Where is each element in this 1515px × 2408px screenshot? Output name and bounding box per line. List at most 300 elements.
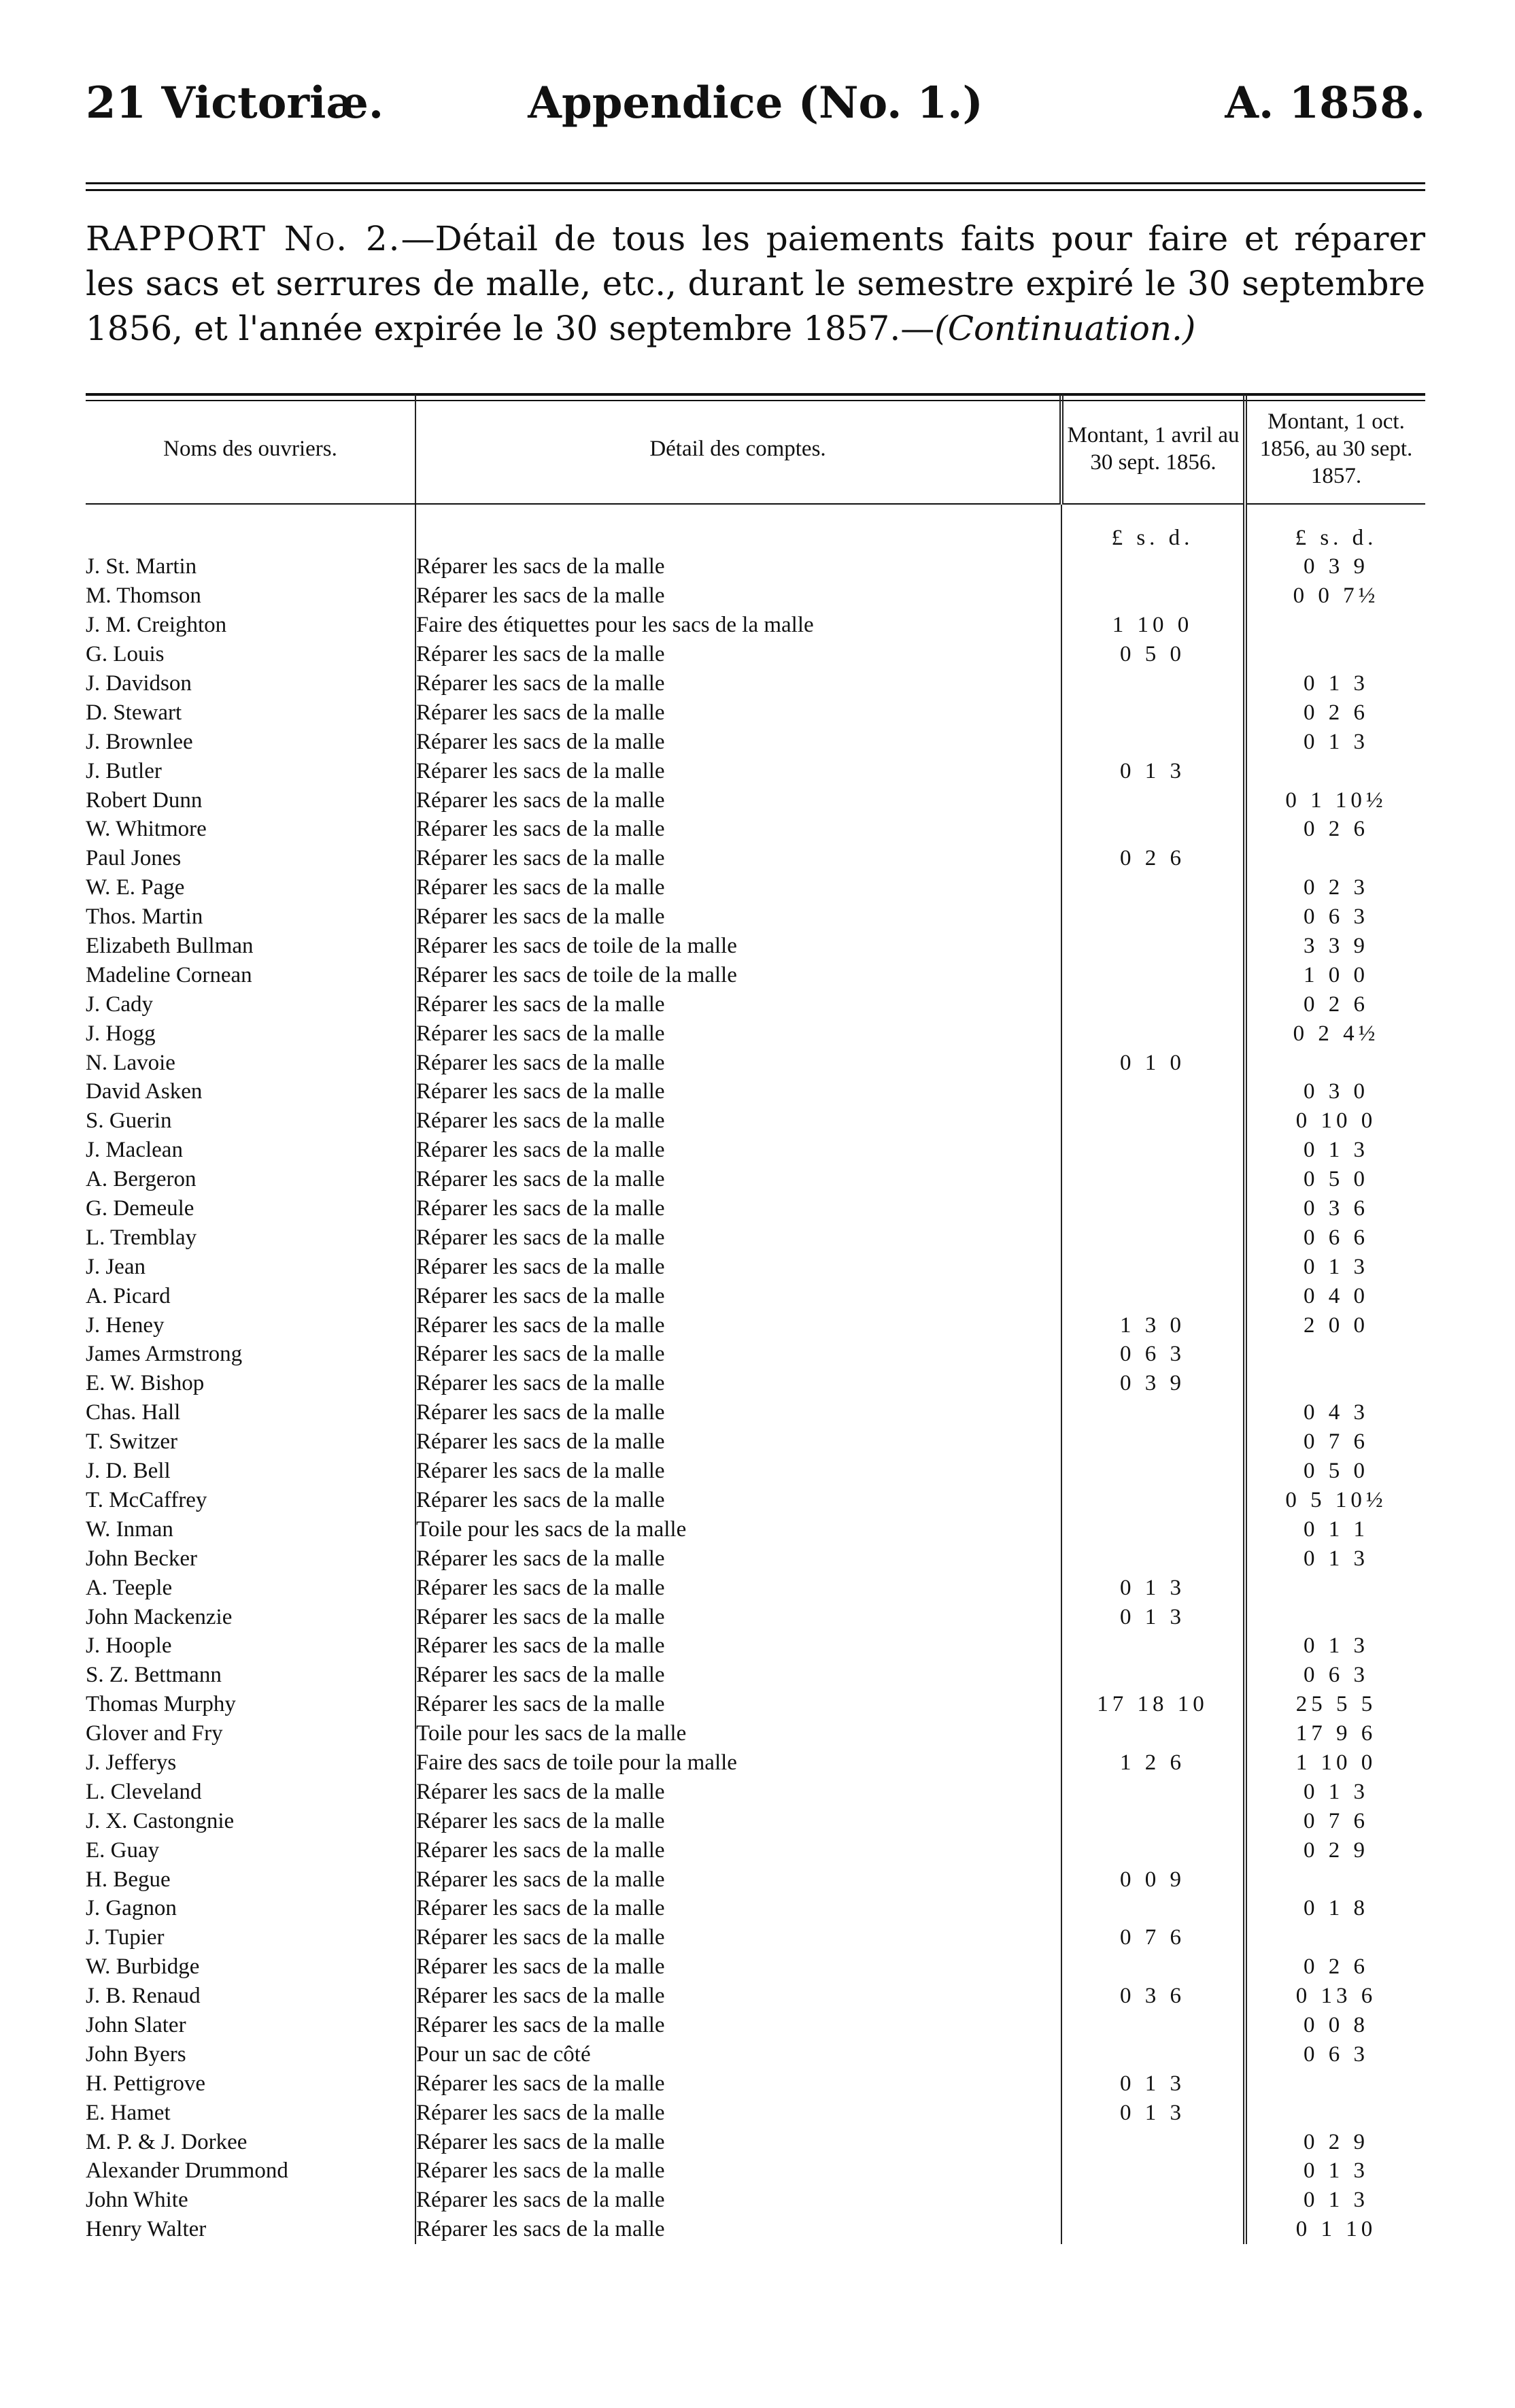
amount-1856 [1061,1252,1245,1281]
account-detail: Réparer les sacs de la malle [415,1077,1061,1106]
worker-name: J. Cady [86,989,415,1019]
table-row [86,611,1425,640]
worker-name: J. St. Martin [86,552,415,581]
units-row [86,504,1425,552]
amount-1857 [1245,2098,1425,2127]
amount-1856 [1061,1486,1245,1515]
table-row [86,989,1425,1019]
amount-1856: 0 7 6 [1061,1923,1245,1952]
worker-name: E. Hamet [86,2098,415,2127]
account-detail: Toile pour les sacs de la malle [415,1514,1061,1544]
amount-1857 [1245,2069,1425,2098]
account-detail: Réparer les sacs de la malle [415,756,1061,785]
table-row [86,581,1425,611]
table-row [86,2156,1425,2186]
report-text: —Détail de tous les paiements faits pour faire et réparer les sacs et serrures de malle, etc., durant le semestre expiré le 30 septembre 1856, et l'année expirée le 30 septembre 1857.— [86,219,1425,348]
amount-1857 [1245,1923,1425,1952]
table-row [86,2186,1425,2215]
amount-1857: 0 2 6 [1304,1954,1369,1980]
table-row [86,1894,1425,1923]
worker-name: Henry Walter [86,2215,415,2244]
account-detail: Toile pour les sacs de la malle [415,1719,1061,1748]
amount-1856 [1061,815,1245,844]
table-row [86,1165,1425,1194]
worker-name: J. Hogg [86,1019,415,1048]
worker-name: Alexander Drummond [86,2156,415,2186]
account-detail: Réparer les sacs de la malle [415,1398,1061,1427]
account-detail: Réparer les sacs de la malle [415,552,1061,581]
account-detail: Réparer les sacs de la malle [415,669,1061,698]
units-amount1: £ s. d. [1061,504,1245,552]
amount-1856 [1061,873,1245,902]
table-row [86,1048,1425,1077]
amount-1857: 25 5 5 [1295,1692,1377,1717]
worker-name: W. E. Page [86,873,415,902]
amount-1857: 0 1 3 [1304,1138,1369,1163]
worker-name: Thomas Murphy [86,1690,415,1719]
worker-name: John Slater [86,2011,415,2040]
amount-1856 [1061,1281,1245,1310]
amount-1857: 0 6 3 [1304,2041,1369,2067]
col-header-amount2: Montant, 1 oct. 1856, au 30 sept. 1857. [1245,394,1425,504]
table-row [86,815,1425,844]
account-detail: Réparer les sacs de la malle [415,1602,1061,1631]
worker-name: J. Butler [86,756,415,785]
account-detail: Réparer les sacs de la malle [415,1982,1061,2011]
amount-1857: 1 10 0 [1295,1750,1377,1775]
header-session: 21 Victoriæ. [86,78,384,129]
table-row [86,1427,1425,1457]
account-detail: Réparer les sacs de la malle [415,1865,1061,1894]
amount-1857 [1245,756,1425,785]
worker-name: John White [86,2186,415,2215]
account-detail: Réparer les sacs de la malle [415,2098,1061,2127]
amount-1857: 0 2 4½ [1293,1021,1380,1046]
units-amount2: £ s. d. [1295,526,1378,550]
report-title [86,216,1425,351]
amount-1856 [1061,1631,1245,1661]
amount-1856 [1061,1806,1245,1835]
amount-1857: 0 13 6 [1295,1984,1377,2009]
amount-1856: 0 6 3 [1061,1340,1245,1369]
amount-1857: 0 5 0 [1304,1167,1369,1192]
amount-1856 [1061,960,1245,989]
worker-name: W. Whitmore [86,815,415,844]
worker-name: D. Stewart [86,698,415,727]
account-detail: Réparer les sacs de la malle [415,2186,1061,2215]
table-row [86,873,1425,902]
worker-name: T. Switzer [86,1427,415,1457]
amount-1857: 0 4 3 [1304,1400,1369,1425]
table-row [86,1631,1425,1661]
table-row [86,2069,1425,2098]
worker-name: J. B. Renaud [86,1982,415,2011]
table-row [86,785,1425,815]
worker-name: J. Tupier [86,1923,415,1952]
amount-1856 [1061,2011,1245,2040]
table-row [86,2127,1425,2156]
amount-1856 [1061,1835,1245,1865]
table-row [86,1340,1425,1369]
account-detail: Réparer les sacs de la malle [415,1806,1061,1835]
worker-name: Glover and Fry [86,1719,415,1748]
table-row [86,698,1425,727]
worker-name: L. Cleveland [86,1777,415,1806]
amount-1856 [1061,581,1245,611]
amount-1857: 0 6 3 [1304,1663,1369,1688]
worker-name: T. McCaffrey [86,1486,415,1515]
worker-name: J. Heney [86,1310,415,1340]
table-row [86,844,1425,873]
amount-1857 [1245,1573,1425,1602]
account-detail: Réparer les sacs de la malle [415,1457,1061,1486]
account-detail: Réparer les sacs de la malle [415,1194,1061,1223]
account-detail: Réparer les sacs de la malle [415,1894,1061,1923]
amount-1857: 0 1 3 [1304,2158,1369,2184]
amount-1857: 2 0 0 [1304,1312,1369,1338]
header-year: A. 1858. [1225,78,1425,129]
worker-name: G. Louis [86,640,415,669]
amount-1857: 0 3 9 [1304,554,1369,579]
account-detail: Réparer les sacs de la malle [415,1427,1061,1457]
amount-1856 [1061,1777,1245,1806]
table-row [86,1835,1425,1865]
worker-name: John Mackenzie [86,1602,415,1631]
worker-name: N. Lavoie [86,1048,415,1077]
amount-1856 [1061,1194,1245,1223]
account-detail: Réparer les sacs de la malle [415,1310,1061,1340]
worker-name: J. Gagnon [86,1894,415,1923]
amount-1856: 0 1 3 [1061,1602,1245,1631]
table-row [86,1982,1425,2011]
worker-name: A. Picard [86,1281,415,1310]
amount-1857: 0 2 6 [1304,991,1369,1017]
amount-1857 [1245,640,1425,669]
table-row [86,1573,1425,1602]
account-detail: Réparer les sacs de la malle [415,1136,1061,1165]
amount-1857: 0 2 6 [1304,700,1369,725]
worker-name: H. Begue [86,1865,415,1894]
amount-1856 [1061,1106,1245,1136]
table-row [86,1194,1425,1223]
worker-name: J. Hoople [86,1631,415,1661]
worker-name: J. M. Creighton [86,611,415,640]
amount-1857: 0 2 6 [1304,817,1369,842]
amount-1857: 0 1 3 [1304,2188,1369,2213]
account-detail: Réparer les sacs de la malle [415,2127,1061,2156]
amount-1857 [1245,611,1425,640]
table-row [86,2011,1425,2040]
worker-name: J. X. Castongnie [86,1806,415,1835]
account-detail: Réparer les sacs de la malle [415,2156,1061,2186]
table-row [86,727,1425,756]
account-detail: Réparer les sacs de la malle [415,1573,1061,1602]
amount-1856: 1 3 0 [1061,1310,1245,1340]
account-detail: Réparer les sacs de la malle [415,581,1061,611]
amount-1856 [1061,2156,1245,2186]
amount-1856 [1061,1719,1245,1748]
amount-1857: 1 0 0 [1304,962,1369,987]
account-detail: Réparer les sacs de la malle [415,1631,1061,1661]
worker-name: J. Brownlee [86,727,415,756]
amount-1856 [1061,2039,1245,2069]
amount-1857: 0 1 3 [1304,729,1369,754]
amount-1857: 0 1 3 [1304,1546,1369,1571]
table-row [86,1777,1425,1806]
account-detail: Réparer les sacs de la malle [415,1340,1061,1369]
table-row [86,1748,1425,1778]
account-detail: Réparer les sacs de la malle [415,873,1061,902]
table-row [86,1806,1425,1835]
amount-1856 [1061,1544,1245,1573]
table-row [86,1602,1425,1631]
account-detail: Faire des sacs de toile pour la malle [415,1748,1061,1778]
account-detail: Pour un sac de côté [415,2039,1061,2069]
amount-1856: 0 1 3 [1061,2098,1245,2127]
account-detail: Réparer les sacs de la malle [415,698,1061,727]
amount-1857: 0 3 0 [1304,1079,1369,1104]
amount-1857: 0 1 1 [1304,1516,1369,1542]
amount-1856: 0 3 6 [1061,1982,1245,2011]
amount-1857: 0 1 10 [1295,2217,1377,2242]
amount-1857: 17 9 6 [1295,1721,1377,1746]
table-row [86,1369,1425,1398]
worker-name: H. Pettigrove [86,2069,415,2098]
amount-1857: 0 1 3 [1304,671,1369,696]
table-row [86,1661,1425,1690]
worker-name: J. Jefferys [86,1748,415,1778]
table-row [86,902,1425,932]
worker-name: Thos. Martin [86,902,415,932]
table-row [86,2215,1425,2244]
account-detail: Réparer les sacs de la malle [415,989,1061,1019]
amount-1856 [1061,1223,1245,1252]
amount-1856 [1061,785,1245,815]
amount-1856 [1061,727,1245,756]
account-detail: Réparer les sacs de la malle [415,1106,1061,1136]
account-detail: Réparer les sacs de la malle [415,1952,1061,1982]
amount-1857 [1245,1048,1425,1077]
col-header-amount1: Montant, 1 avril au 30 sept. 1856. [1061,394,1245,504]
amount-1857: 0 2 3 [1304,875,1369,900]
amount-1856: 1 10 0 [1061,611,1245,640]
account-detail: Réparer les sacs de la malle [415,1835,1061,1865]
table-row [86,1457,1425,1486]
report-lead: RAPPORT No. 2. [86,219,401,258]
amount-1856 [1061,1019,1245,1048]
amount-1856 [1061,2127,1245,2156]
worker-name: A. Teeple [86,1573,415,1602]
account-detail: Réparer les sacs de la malle [415,1281,1061,1310]
worker-name: John Becker [86,1544,415,1573]
worker-name: J. Jean [86,1252,415,1281]
table-row [86,1281,1425,1310]
header-rule-top [86,182,1425,184]
table-row [86,1865,1425,1894]
worker-name: James Armstrong [86,1340,415,1369]
table-row [86,1252,1425,1281]
table-row [86,1544,1425,1573]
amount-1857 [1245,1369,1425,1398]
col-header-name: Noms des ouvriers. [86,394,415,504]
amount-1856 [1061,1398,1245,1427]
table-row [86,1923,1425,1952]
account-detail: Réparer les sacs de la malle [415,1048,1061,1077]
account-detail: Réparer les sacs de la malle [415,1661,1061,1690]
account-detail: Réparer les sacs de la malle [415,902,1061,932]
account-detail: Réparer les sacs de la malle [415,1690,1061,1719]
header-rule-bottom [86,189,1425,191]
account-detail: Réparer les sacs de la malle [415,1777,1061,1806]
amount-1857: 0 3 6 [1304,1196,1369,1221]
amount-1857 [1245,1340,1425,1369]
worker-name: W. Inman [86,1514,415,1544]
table-row [86,1136,1425,1165]
amount-1857: 3 3 9 [1304,934,1369,959]
amount-1857: 0 1 8 [1304,1896,1369,1921]
amount-1856: 17 18 10 [1061,1690,1245,1719]
amount-1856 [1061,932,1245,961]
amount-1856 [1061,698,1245,727]
account-detail: Réparer les sacs de la malle [415,844,1061,873]
amount-1856 [1061,1457,1245,1486]
table-row [86,1952,1425,1982]
worker-name: M. P. & J. Dorkee [86,2127,415,2156]
account-detail: Réparer les sacs de la malle [415,1923,1061,1952]
worker-name: John Byers [86,2039,415,2069]
table-row [86,1514,1425,1544]
amount-1857: 0 1 10½ [1285,787,1387,813]
worker-name: S. Z. Bettmann [86,1661,415,1690]
worker-name: E. Guay [86,1835,415,1865]
amount-1856 [1061,1136,1245,1165]
account-detail: Réparer les sacs de la malle [415,1252,1061,1281]
worker-name: J. Maclean [86,1136,415,1165]
table-row [86,1223,1425,1252]
amount-1857: 0 7 6 [1304,1429,1369,1455]
worker-name: S. Guerin [86,1106,415,1136]
amount-1856 [1061,989,1245,1019]
payments-table [86,394,1425,2244]
amount-1857: 0 0 8 [1304,2012,1369,2037]
amount-1856 [1061,669,1245,698]
amount-1857 [1245,844,1425,873]
amount-1856: 0 1 3 [1061,756,1245,785]
account-detail: Réparer les sacs de la malle [415,1486,1061,1515]
account-detail: Réparer les sacs de la malle [415,1165,1061,1194]
account-detail: Faire des étiquettes pour les sacs de la malle [415,611,1061,640]
table-row [86,1398,1425,1427]
table-row [86,932,1425,961]
amount-1856 [1061,902,1245,932]
amount-1856 [1061,1514,1245,1544]
table-row [86,669,1425,698]
account-detail: Réparer les sacs de la malle [415,2215,1061,2244]
worker-name: Madeline Cornean [86,960,415,989]
account-detail: Réparer les sacs de toile de la malle [415,932,1061,961]
amount-1856 [1061,2186,1245,2215]
table-row [86,2098,1425,2127]
amount-1856: 0 3 9 [1061,1369,1245,1398]
table-row [86,552,1425,581]
amount-1856 [1061,1165,1245,1194]
table-row [86,1310,1425,1340]
amount-1857: 0 0 7½ [1293,583,1380,609]
amount-1857 [1245,1602,1425,1631]
worker-name: Paul Jones [86,844,415,873]
amount-1856: 0 1 3 [1061,1573,1245,1602]
worker-name: J. Davidson [86,669,415,698]
amount-1857: 0 7 6 [1304,1808,1369,1833]
amount-1857 [1245,1865,1425,1894]
worker-name: J. D. Bell [86,1457,415,1486]
account-detail: Réparer les sacs de toile de la malle [415,960,1061,989]
account-detail: Réparer les sacs de la malle [415,815,1061,844]
amount-1857: 0 6 3 [1304,904,1369,930]
account-detail: Réparer les sacs de la malle [415,1369,1061,1398]
amount-1857: 0 1 3 [1304,1633,1369,1659]
table-row [86,756,1425,785]
account-detail: Réparer les sacs de la malle [415,727,1061,756]
worker-name: Robert Dunn [86,785,415,815]
amount-1856 [1061,2215,1245,2244]
worker-name: Chas. Hall [86,1398,415,1427]
worker-name: M. Thomson [86,581,415,611]
amount-1857: 0 5 0 [1304,1459,1369,1484]
amount-1856: 1 2 6 [1061,1748,1245,1778]
table-header-row [86,394,1425,504]
amount-1856 [1061,1427,1245,1457]
worker-name: David Asken [86,1077,415,1106]
account-detail: Réparer les sacs de la malle [415,1223,1061,1252]
table-row [86,960,1425,989]
header-appendix: Appendice (No. 1.) [528,78,983,129]
amount-1856 [1061,1077,1245,1106]
worker-name: A. Bergeron [86,1165,415,1194]
table-row [86,1690,1425,1719]
worker-name: L. Tremblay [86,1223,415,1252]
amount-1856 [1061,1894,1245,1923]
account-detail: Réparer les sacs de la malle [415,1019,1061,1048]
amount-1857: 0 6 6 [1304,1225,1369,1250]
report-continuation: (Continuation.) [934,309,1196,348]
amount-1857: 0 1 3 [1304,1779,1369,1804]
amount-1856: 0 1 0 [1061,1048,1245,1077]
amount-1856: 0 1 3 [1061,2069,1245,2098]
amount-1857: 0 1 3 [1304,1254,1369,1279]
table-row [86,640,1425,669]
account-detail: Réparer les sacs de la malle [415,1544,1061,1573]
table-row [86,1077,1425,1106]
amount-1856 [1061,1952,1245,1982]
amount-1857: 0 5 10½ [1285,1487,1387,1512]
worker-name: W. Burbidge [86,1952,415,1982]
worker-name: E. W. Bishop [86,1369,415,1398]
account-detail: Réparer les sacs de la malle [415,785,1061,815]
amount-1857: 0 4 0 [1304,1283,1369,1308]
amount-1857: 0 2 9 [1304,1837,1369,1863]
amount-1856: 0 2 6 [1061,844,1245,873]
amount-1856 [1061,552,1245,581]
amount-1856: 0 5 0 [1061,640,1245,669]
account-detail: Réparer les sacs de la malle [415,2011,1061,2040]
col-header-detail: Détail des comptes. [415,394,1061,504]
amount-1857: 0 2 9 [1304,2129,1369,2154]
account-detail: Réparer les sacs de la malle [415,2069,1061,2098]
table-row [86,1486,1425,1515]
worker-name: Elizabeth Bullman [86,932,415,961]
table-row [86,1106,1425,1136]
